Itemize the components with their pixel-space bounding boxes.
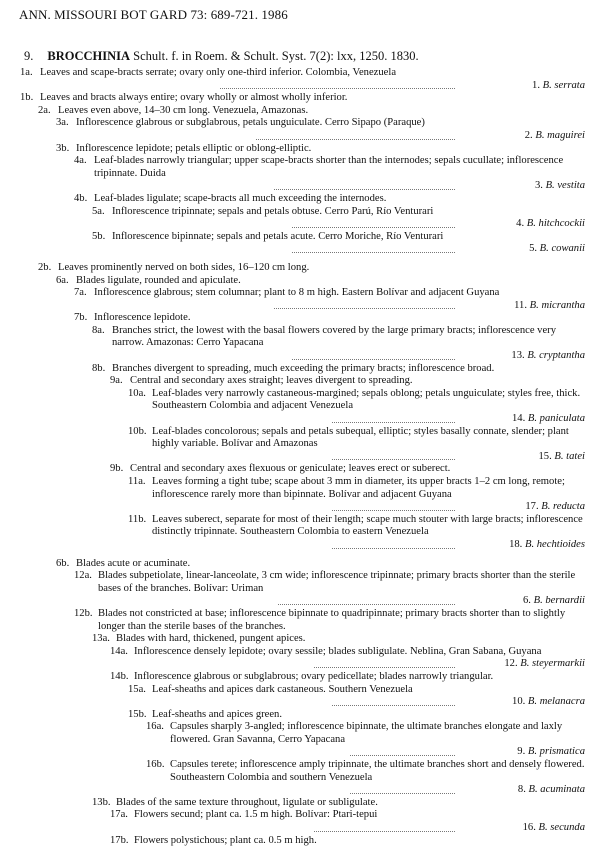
key-couplet xyxy=(0,67,615,92)
couplet-text: Leaves and bracts always entire; ovary wholly or almost wholly inferior. xyxy=(40,92,348,104)
species-name: B. cryptantha xyxy=(527,350,585,362)
couplet-text: Leaf-sheaths and apices dark castaneous. Southern Venezuela xyxy=(152,683,413,695)
couplet-text: Inflorescence densely lepidote; ovary sessile; blades subligulate. Neblina, Gran Sabana, Guyana xyxy=(134,645,542,657)
couplet-result-line xyxy=(0,595,615,608)
couplet-text: Inflorescence lepidote. xyxy=(94,312,191,324)
key-couplet xyxy=(0,476,615,514)
couplet-text: Blades of the same texture throughout, ligulate or subligulate. xyxy=(116,796,378,808)
key-couplet xyxy=(0,709,615,722)
leader-dots xyxy=(292,359,455,360)
couplet-result-line xyxy=(0,696,615,709)
key-couplet xyxy=(0,193,615,206)
species-number: 18. xyxy=(509,538,523,550)
couplet-text: Leaf-blades narrowly triangular; upper scape-bracts shorter than the internodes; sepals cucullate; inflorescence tripinnate. Duida xyxy=(94,155,564,179)
couplet-text: Inflorescence glabrous or subglabrous, petals unguiculate. Cerro Sipapo (Paraque) xyxy=(76,117,425,129)
species-result xyxy=(510,696,585,709)
species-name: B. hechtioides xyxy=(524,538,585,550)
key-couplet xyxy=(0,143,615,156)
couplet-lead: 1b. xyxy=(20,92,34,104)
couplet-text: Blades subpetiolate, linear-lanceolate, 3 cm wide; inflorescence tripinnate; primary bracts shorter than the sterile bases of the branches. Bolívar: Uriman xyxy=(98,570,576,594)
species-name: B. serrata xyxy=(542,79,585,91)
couplet-lead: 14a. xyxy=(110,645,128,657)
species-number: 14. xyxy=(512,413,526,425)
leader-dots xyxy=(292,252,455,253)
key-couplet xyxy=(0,375,615,388)
species-number: 17. xyxy=(525,501,539,513)
leader-dots xyxy=(274,189,455,190)
couplet-text: Central and secondary axes straight; leaves divergent to spreading. xyxy=(130,375,413,387)
couplet-text: Inflorescence lepidote; petals elliptic or oblong-elliptic. xyxy=(76,142,312,154)
couplet-text: Leaf-blades very narrowly castaneous-margined; sepals oblong; petals unguiculate; styles free, thick. Southeastern Colombia and adjacent Venezuela xyxy=(152,387,581,412)
couplet-text: Capsules sharply 3-angled; inflorescence bipinnate, the ultimate branches elongate and laxly flowered. Gran Savanna, Cerro Yapacana xyxy=(170,721,563,745)
leader-dots xyxy=(332,459,455,460)
key-couplet xyxy=(0,514,615,552)
leader-dots xyxy=(332,510,455,511)
key-couplet xyxy=(0,206,615,231)
key-couplet xyxy=(0,275,615,288)
species-number: 4. xyxy=(516,218,525,230)
couplet-lead: 9a. xyxy=(110,375,123,387)
couplet-text: Leaf-blades concolorous; sepals and petals subequal, elliptic; styles basally connate, slender; plant highly variable. Bolívar and Amazonas xyxy=(152,425,569,450)
species-name: B. melanacra xyxy=(527,696,585,708)
couplet-lead: 11b. xyxy=(128,513,147,525)
species-number: 5. xyxy=(529,243,538,255)
couplet-result-line xyxy=(0,451,615,464)
species-number: 11. xyxy=(514,299,528,311)
species-number: 8. xyxy=(517,784,526,796)
couplet-text: Blades ligulate, rounded and apiculate. xyxy=(76,274,241,286)
genus-name: BROCCHINIA xyxy=(47,49,131,63)
key-couplet xyxy=(0,646,615,671)
couplet-lead: 5a. xyxy=(92,205,105,217)
species-result xyxy=(521,595,585,608)
couplet-result-line xyxy=(0,784,615,797)
key-couplet xyxy=(0,721,615,759)
couplet-lead: 7b. xyxy=(74,312,88,324)
species-result xyxy=(515,746,585,759)
couplet-lead: 3b. xyxy=(56,142,70,154)
couplet-text: Leaves forming a tight tube; scape about 3 mm in diameter, its upper bracts 1–2 cm long, remote; inflorescence rarely more than bipinnate. Bolívar and adjacent Guyana xyxy=(152,476,565,500)
key-couplet xyxy=(0,570,615,608)
couplet-result-line xyxy=(0,501,615,514)
journal-header: ANN. MISSOURI BOT GARD 73: 689-721. 1986 xyxy=(19,7,288,22)
leader-dots xyxy=(278,604,455,605)
couplet-text: Flowers secund; plant ca. 1.5 m high. Bolívar: Ptari-tepui xyxy=(134,809,378,821)
couplet-lead: 4b. xyxy=(74,192,88,204)
species-result xyxy=(516,784,585,797)
couplet-lead: 12b. xyxy=(74,607,93,619)
key-couplet xyxy=(0,797,615,810)
key-couplet xyxy=(0,325,615,363)
couplet-text: Blades acute or acuminate. xyxy=(76,557,191,569)
leader-dots xyxy=(220,88,455,89)
species-result xyxy=(512,300,585,313)
couplet-lead: 6a. xyxy=(56,274,69,286)
species-name: B. vestita xyxy=(545,180,585,192)
key-couplet xyxy=(0,155,615,193)
couplet-lead: 9b. xyxy=(110,463,124,475)
couplet-lead: 16b. xyxy=(146,759,165,771)
key-couplet xyxy=(0,388,615,426)
leader-dots xyxy=(274,308,455,309)
leader-dots xyxy=(314,667,455,668)
couplet-lead: 7a. xyxy=(74,287,87,299)
species-result xyxy=(514,218,585,231)
species-name: B. paniculata xyxy=(527,413,585,425)
couplet-lead: 15b. xyxy=(128,708,147,720)
species-result xyxy=(536,451,585,464)
key-couplet xyxy=(0,684,615,709)
leader-dots xyxy=(350,755,455,756)
species-name: B. hitchcockii xyxy=(526,218,585,230)
couplet-lead: 8b. xyxy=(92,362,106,374)
key-couplet xyxy=(0,262,615,275)
couplet-text: Capsules terete; inflorescence amply tripinnate, the ultimate branches short and densely flowered. Southeastern Colombia and southern Venezuela xyxy=(170,759,585,783)
key-couplet xyxy=(0,671,615,684)
couplet-result-line xyxy=(0,539,615,552)
couplet-lead: 13a. xyxy=(92,633,110,645)
species-number: 16. xyxy=(522,822,536,834)
identification-key xyxy=(0,67,615,847)
key-couplet xyxy=(0,312,615,325)
couplet-lead: 13b. xyxy=(92,796,111,808)
genus-heading xyxy=(24,50,419,63)
species-number: 15. xyxy=(538,450,552,462)
couplet-text: Branches strict, the lowest with the basal flowers covered by the large primary bracts; inflorescence very narrow. Amazonas: Cerro Yapacana xyxy=(112,324,556,349)
species-result xyxy=(523,501,585,514)
couplet-result-line xyxy=(0,746,615,759)
couplet-text: Blades with hard, thickened, pungent apices. xyxy=(116,633,306,645)
species-number: 2. xyxy=(524,129,533,141)
couplet-lead: 8a. xyxy=(92,324,105,336)
species-name: B. bernardii xyxy=(533,595,585,607)
couplet-text: Blades not constricted at base; inflorescence bipinnate to quadripinnate; primary bracts shorter than to slightly longer than the sterile bases of the branches. xyxy=(98,607,566,632)
species-result xyxy=(507,539,585,552)
key-couplet xyxy=(0,363,615,376)
species-number: 12. xyxy=(504,658,518,670)
species-number: 6. xyxy=(522,595,531,607)
species-number: 13. xyxy=(511,350,525,362)
leader-dots xyxy=(292,227,455,228)
couplet-text: Leaves suberect, separate for most of their length; scape much stouter with large bracts; inflorescence distinctly tripinnate. Southeastern Colombia to eastern Venezuela xyxy=(152,513,583,538)
couplet-text: Leaves prominently nerved on both sides, 16–120 cm long. xyxy=(58,261,310,273)
couplet-result-line xyxy=(0,243,615,256)
couplet-lead: 2b. xyxy=(38,261,52,273)
couplet-lead: 6b. xyxy=(56,557,70,569)
species-number: 3. xyxy=(534,180,543,192)
species-result xyxy=(502,658,585,671)
leader-dots xyxy=(332,705,455,706)
species-number: 9. xyxy=(517,746,526,758)
key-couplet xyxy=(0,117,615,142)
species-number: 1. xyxy=(532,79,540,91)
key-couplet xyxy=(0,759,615,797)
species-name: B. maguirei xyxy=(535,129,585,141)
species-name: B. cowanii xyxy=(539,243,585,255)
species-name: B. prismatica xyxy=(527,746,585,758)
couplet-result-line xyxy=(0,822,615,835)
couplet-lead: 11a. xyxy=(128,476,146,487)
couplet-lead: 2a. xyxy=(38,104,51,116)
key-couplet xyxy=(0,558,615,571)
key-couplet xyxy=(0,835,615,847)
species-result xyxy=(521,822,585,835)
couplet-text: Central and secondary axes flexuous or geniculate; leaves erect or suberect. xyxy=(130,463,451,475)
key-couplet xyxy=(0,809,615,834)
key-couplet xyxy=(0,231,615,256)
couplet-text: Leaves and scape-bracts serrate; ovary only one-third inferior. Colombia, Venezuela xyxy=(40,67,397,78)
species-result xyxy=(533,180,585,193)
couplet-lead: 5b. xyxy=(92,230,106,242)
couplet-text: Inflorescence glabrous; stem columnar; plant to 8 m high. Eastern Bolívar and adjacent Guyana xyxy=(94,287,500,299)
species-result xyxy=(510,413,585,426)
species-name: B. acuminata xyxy=(528,784,585,796)
couplet-result-line xyxy=(0,413,615,426)
couplet-result-line xyxy=(0,180,615,193)
genus-number: 9. xyxy=(24,49,34,63)
couplet-text: Leaf-blades ligulate; scape-bracts all much exceeding the internodes. xyxy=(94,192,387,204)
couplet-result-line xyxy=(0,658,615,671)
leader-dots xyxy=(332,422,455,423)
species-name: B. secunda xyxy=(538,822,585,834)
species-result xyxy=(530,80,585,93)
key-couplet xyxy=(0,92,615,105)
couplet-lead: 17b. xyxy=(110,834,129,846)
species-name: B. micrantha xyxy=(529,299,585,311)
couplet-text: Inflorescence tripinnate; sepals and petals obtuse. Cerro Parú, Río Venturari xyxy=(112,205,434,217)
species-name: B. steyermarkii xyxy=(520,658,585,670)
couplet-lead: 14b. xyxy=(110,670,129,682)
couplet-text: Leaves even above, 14–30 cm long. Venezuela, Amazonas. xyxy=(58,104,309,116)
leader-dots xyxy=(332,548,455,549)
couplet-result-line xyxy=(0,80,615,93)
key-couplet xyxy=(0,426,615,464)
couplet-text: Leaf-sheaths and apices green. xyxy=(152,708,283,720)
leader-dots xyxy=(350,793,455,794)
couplet-text: Flowers polystichous; plant ca. 0.5 m high. xyxy=(134,834,317,846)
genus-citation: Schult. f. in Roem. & Schult. Syst. 7(2): lxx, 1250. 1830. xyxy=(133,49,419,63)
couplet-lead: 4a. xyxy=(74,155,87,167)
species-result xyxy=(509,350,585,363)
key-couplet xyxy=(0,608,615,633)
couplet-lead: 10a. xyxy=(128,387,146,399)
couplet-text: Branches divergent to spreading, much exceeding the primary bracts; inflorescence broad. xyxy=(112,362,495,374)
species-name: B. tatei xyxy=(554,450,585,462)
leader-dots xyxy=(314,831,455,832)
couplet-result-line xyxy=(0,218,615,231)
species-name: B. reducta xyxy=(541,501,585,513)
couplet-lead: 17a. xyxy=(110,809,128,821)
species-result xyxy=(527,243,585,256)
couplet-result-line xyxy=(0,350,615,363)
couplet-text: Inflorescence glabrous or subglabrous; ovary pedicellate; blades narrowly triangular. xyxy=(134,670,494,682)
key-couplet xyxy=(0,463,615,476)
couplet-lead: 1a. xyxy=(20,67,33,78)
couplet-lead: 15a. xyxy=(128,683,146,695)
couplet-lead: 12a. xyxy=(74,570,92,582)
species-result xyxy=(523,130,585,143)
couplet-lead: 3a. xyxy=(56,117,69,129)
couplet-text: Inflorescence bipinnate; sepals and petals acute. Cerro Moriche, Río Venturari xyxy=(112,230,444,242)
couplet-lead: 10b. xyxy=(128,425,147,437)
species-number: 10. xyxy=(512,696,526,708)
couplet-lead: 16a. xyxy=(146,721,164,733)
couplet-result-line xyxy=(0,130,615,143)
key-couplet xyxy=(0,633,615,646)
key-couplet xyxy=(0,287,615,312)
couplet-result-line xyxy=(0,300,615,313)
key-couplet xyxy=(0,105,615,118)
leader-dots xyxy=(256,139,455,140)
